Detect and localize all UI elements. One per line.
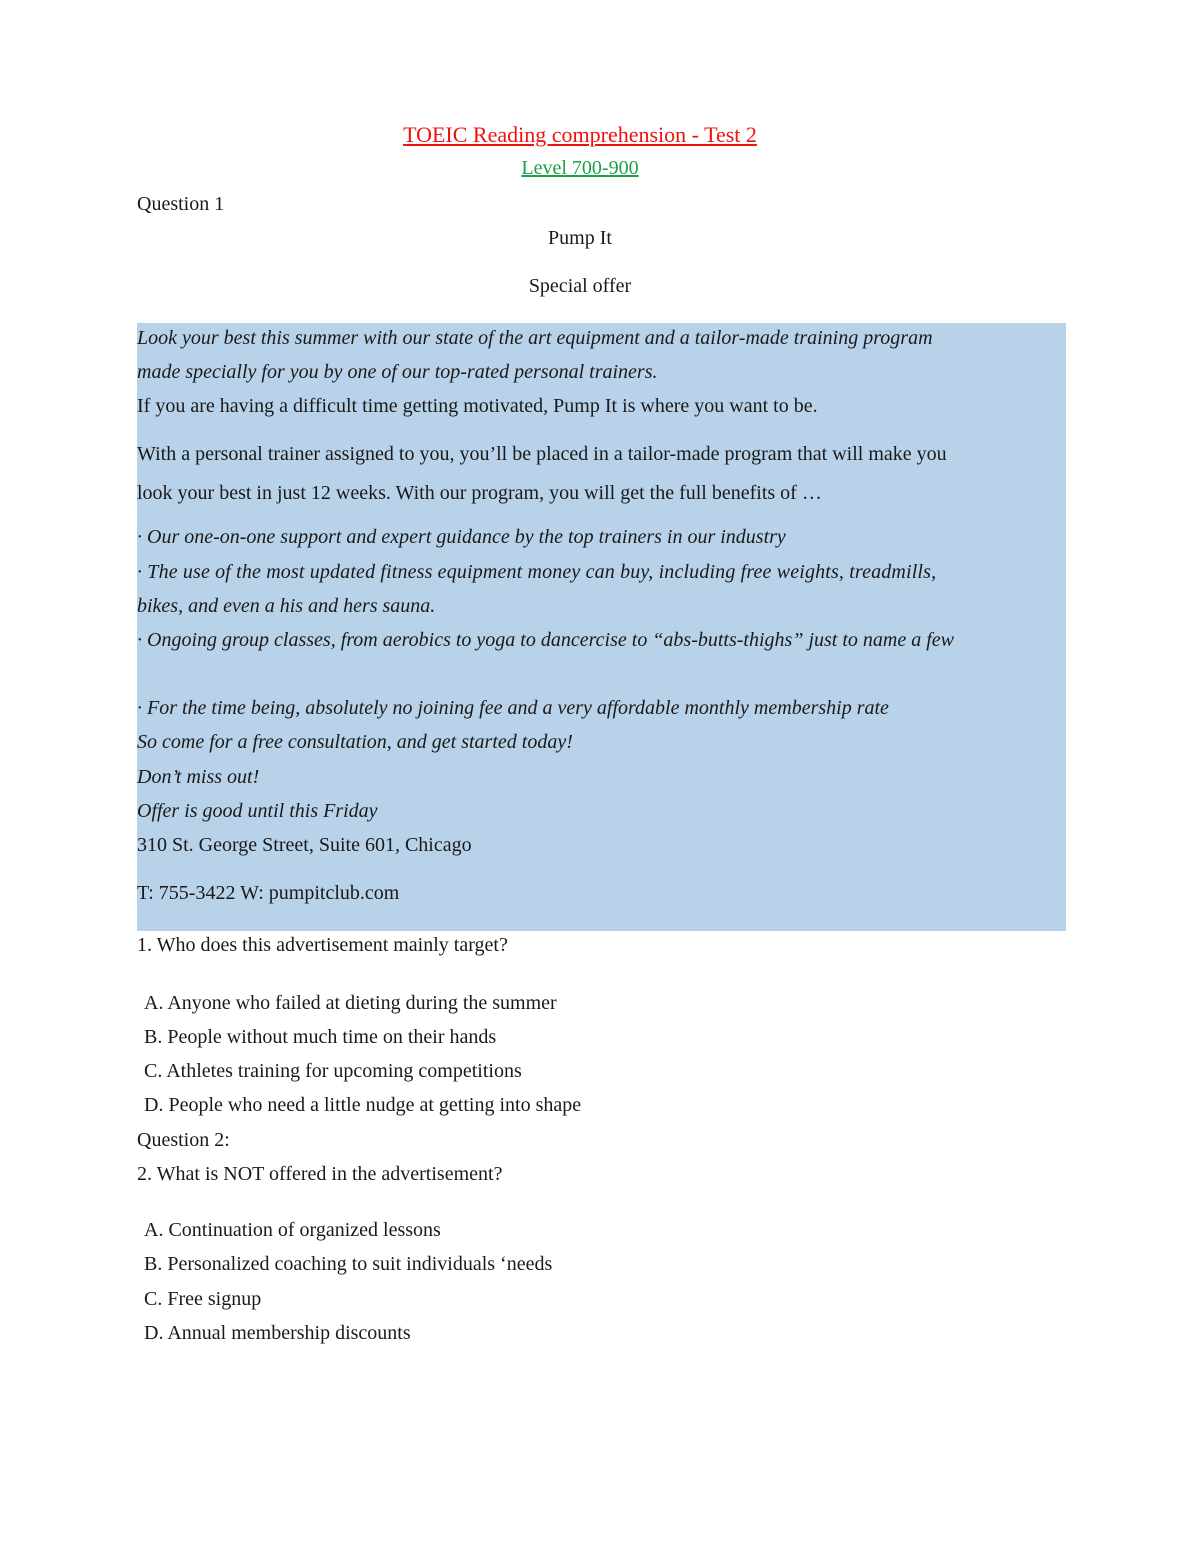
ad-line: made specially for you by one of our top-rated personal trainers. xyxy=(137,361,658,383)
answer-option: C. Free signup xyxy=(144,1288,262,1310)
question-2-label: Question 2: xyxy=(137,1129,230,1151)
answer-option: D. Annual membership discounts xyxy=(144,1322,411,1344)
ad-contact: T: 755-3422 W: pumpitclub.com xyxy=(137,882,400,904)
ad-name: Pump It xyxy=(548,227,612,249)
ad-line: If you are having a difficult time getting motivated, Pump It is where you want to be. xyxy=(137,395,818,417)
answer-option: B. Personalized coaching to suit individuals ‘needs xyxy=(144,1253,553,1275)
answer-option: B. People without much time on their hands xyxy=(144,1026,497,1048)
ad-line: Look your best this summer with our state of the art equipment and a tailor-made training program xyxy=(137,327,933,349)
question-1-label: Question 1 xyxy=(137,193,225,215)
ad-line: bikes, and even a his and hers sauna. xyxy=(137,595,436,617)
ad-line: With a personal trainer assigned to you, you’ll be placed in a tailor-made program that will make you xyxy=(137,443,947,465)
ad-bullet: · For the time being, absolutely no joining fee and a very affordable monthly membership rate xyxy=(137,697,889,719)
ad-bullet: · Ongoing group classes, from aerobics to yoga to dancercise to “abs-butts-thighs” just to name a few xyxy=(137,629,955,651)
page-title: TOEIC Reading comprehension - Test 2 xyxy=(403,122,757,147)
ad-bullet: · The use of the most updated fitness equipment money can buy, including free weights, treadmills, xyxy=(137,561,937,583)
answer-option: A. Continuation of organized lessons xyxy=(144,1219,441,1241)
ad-line: Offer is good until this Friday xyxy=(137,800,378,822)
answer-option: C. Athletes training for upcoming competitions xyxy=(144,1060,522,1082)
ad-line: Don’t miss out! xyxy=(137,766,260,788)
ad-bullet: · Our one-on-one support and expert guidance by the top trainers in our industry xyxy=(137,526,786,548)
ad-line: look your best in just 12 weeks. With our program, you will get the full benefits of … xyxy=(137,482,822,504)
question-1-text: 1. Who does this advertisement mainly target? xyxy=(137,934,508,956)
ad-address: 310 St. George Street, Suite 601, Chicago xyxy=(137,834,472,856)
question-2-text: 2. What is NOT offered in the advertisement? xyxy=(137,1163,503,1185)
answer-option: D. People who need a little nudge at getting into shape xyxy=(144,1094,582,1116)
answer-option: A. Anyone who failed at dieting during the summer xyxy=(144,992,557,1014)
ad-subtitle: Special offer xyxy=(528,275,632,297)
level-subtitle: Level 700-900 xyxy=(521,157,639,179)
ad-line: So come for a free consultation, and get started today! xyxy=(137,731,573,753)
